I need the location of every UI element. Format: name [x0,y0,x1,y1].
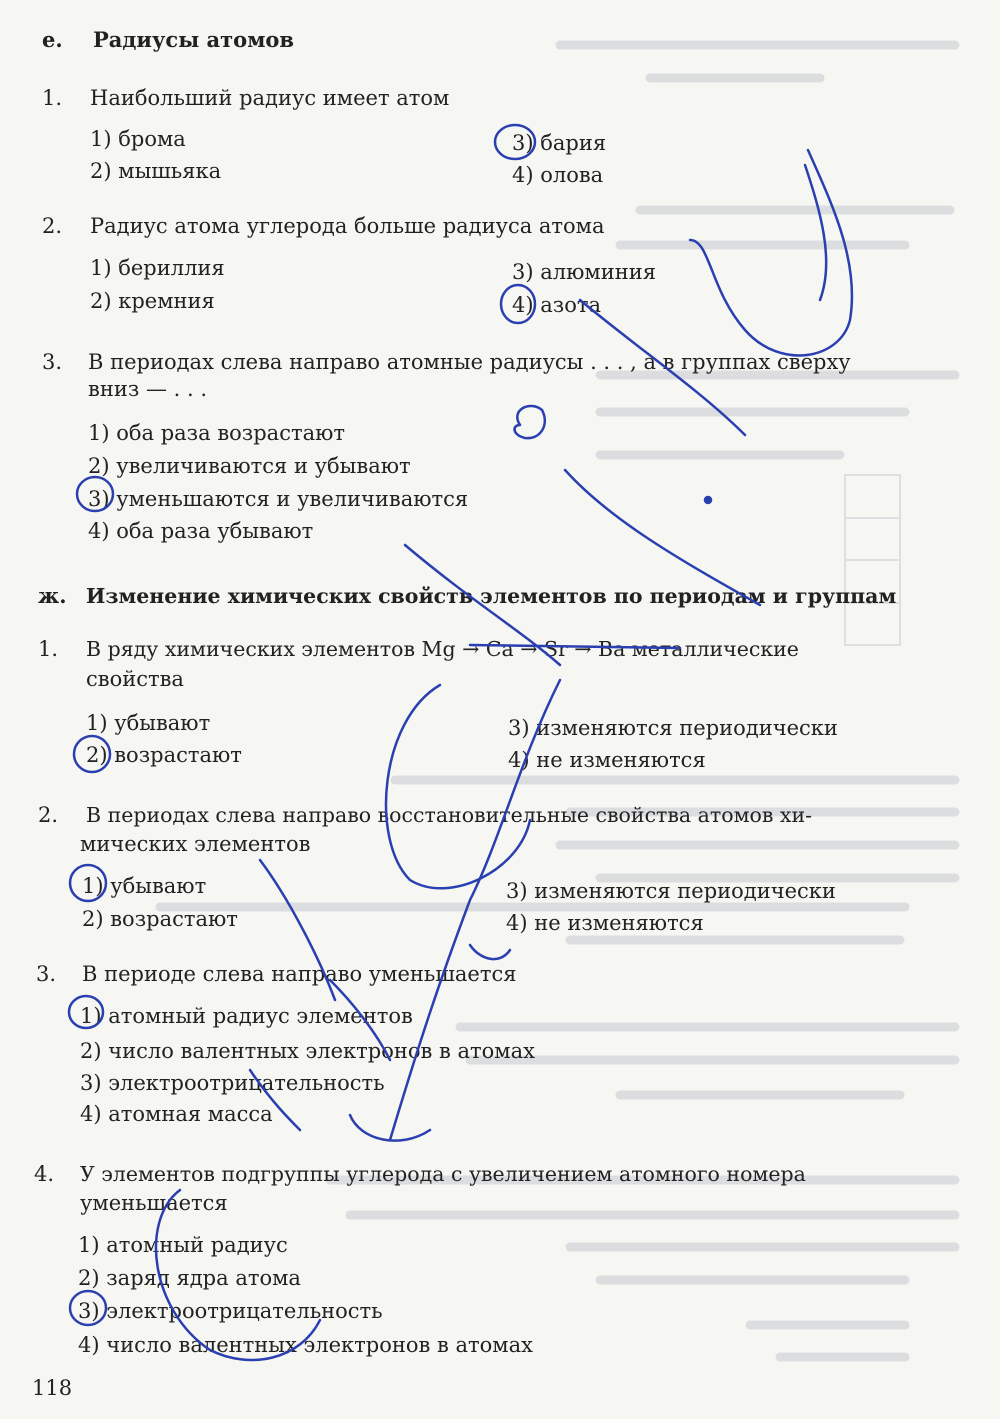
question-number: 2. [38,803,59,827]
answer-option: 3) бария [512,131,607,155]
answer-option: 1) убывают [82,874,207,898]
question-text: В периодах слева направо восстановительные свойства атомов хи- [86,803,813,827]
question-text: уменьшается [80,1191,228,1215]
answer-option: 3) алюминия [512,260,656,284]
answer-option: 2) возрастают [82,907,238,931]
answer-option: 4) оба раза убывают [88,519,314,543]
question-number: 1. [42,86,63,110]
section-e-letter: е. [42,27,63,52]
answer-option: 4) не изменяются [508,748,706,772]
answer-option: 3) уменьшаются и увеличиваются [88,487,469,511]
question-text: В периодах слева направо атомные радиусы . . . , а в группах сверху [88,350,851,374]
answer-option: 3) электроотрицательность [78,1299,383,1323]
question-text: мических элементов [80,832,311,856]
question-number: 3. [42,350,63,374]
question-text: вниз — . . . [88,377,207,401]
answer-option: 1) брома [90,127,186,151]
answer-option: 3) изменяются периодически [508,716,838,740]
answer-option: 2) заряд ядра атома [78,1266,301,1290]
answer-option: 1) атомный радиус [78,1233,288,1257]
answer-option: 2) число валентных электронов в атомах [80,1039,535,1063]
answer-option: 4) число валентных электронов в атомах [78,1333,533,1357]
answer-option: 4) азота [512,293,601,317]
answer-option: 4) атомная масса [80,1102,273,1126]
question-number: 3. [36,962,57,986]
page-number: 118 [32,1376,73,1400]
question-text: Наибольший радиус имеет атом [90,86,450,110]
answer-option: 3) изменяются периодически [506,879,836,903]
question-number: 4. [34,1162,55,1186]
question-text: В периоде слева направо уменьшается [82,962,517,986]
answer-option: 2) увеличиваются и убывают [88,454,411,478]
answer-option: 1) атомный радиус элементов [80,1004,413,1028]
question-number: 2. [42,214,63,238]
answer-option: 2) мышьяка [90,159,222,183]
answer-option: 1) оба раза возрастают [88,421,346,445]
section-zh-title: Изменение химических свойств элементов по периодам и группам [86,584,897,608]
question-text: В ряду химических элементов Mg → Ca → Sr → Ba металлические [86,637,799,661]
question-text: свойства [86,667,184,691]
answer-option: 2) кремния [90,289,215,313]
question-text: Радиус атома углерода больше радиуса атома [90,214,605,238]
question-text: У элементов подгруппы углерода с увеличением атомного номера [80,1162,806,1186]
answer-option: 1) бериллия [90,256,225,280]
answer-option: 2) возрастают [86,743,242,767]
section-e-title: Радиусы атомов [93,27,295,52]
section-zh-letter: ж. [38,583,67,608]
answer-option: 4) не изменяются [506,911,704,935]
answer-option: 4) олова [512,163,604,187]
answer-option: 3) электроотрицательность [80,1071,385,1095]
question-number: 1. [38,637,59,661]
answer-option: 1) убывают [86,711,211,735]
